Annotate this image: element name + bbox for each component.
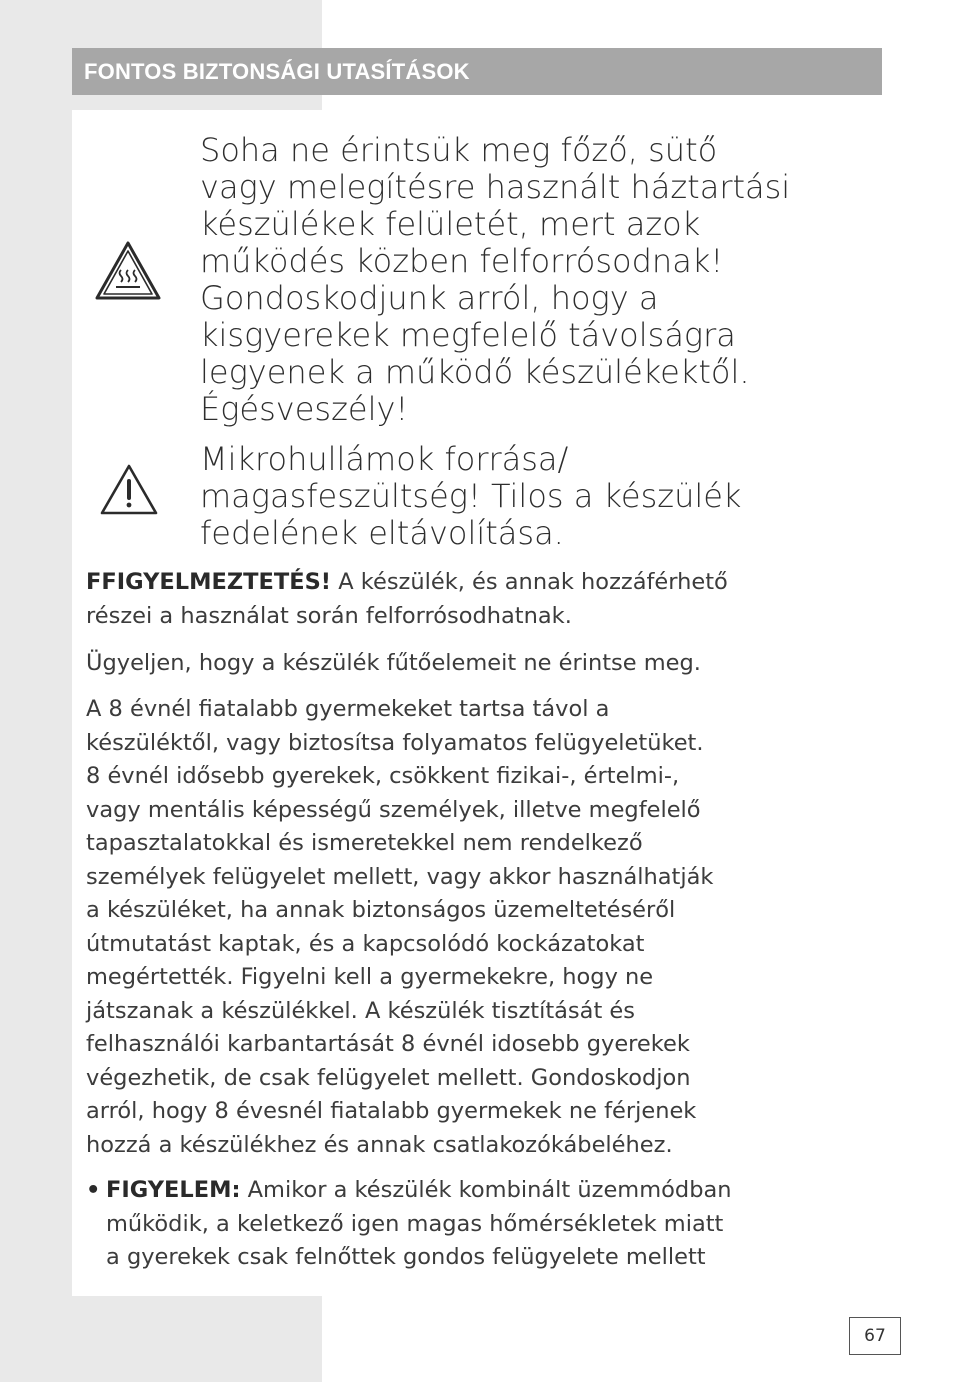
section-title: FONTOS BIZTONSÁGI UTASÍTÁSOK [84,59,470,84]
warning-paragraph-text: A készülék, és annak hozzáférhető részei a használat során felforrósodhatnak. [86,569,728,629]
bullet-text: Amikor a készülék kombinált üzemmódban működik, a keletkező igen magas hőmérsékletek miatt a gyerekek csak felnőttek gondos felügyelete mellett [106,1177,732,1270]
page-number: 67 [849,1317,901,1355]
children-paragraph: A 8 évnél fiatalabb gyermekeket tartsa távol a készüléktől, vagy biztosítsa folyamatos felügyeletüket. 8 évnél idősebb gyerekek, csökkent fizikai-, értelmi-, vagy mentális képességű személyek, illetve megfelelő tapasztalatokkal és ismeretekkel nem rendelkező személyek felügyelet mellett, vagy akkor használhatják a készüléket, ha annak biztonságos üzemeltetéséről útmutatást kaptak, és a kapcsolódó kockázatokat megértették. Figyelni kell a gyermekekre, hogy ne játszanak a készülékkel. A készülék tisztítását és felhasználói karbantartását 8 évnél idosebb gyerekek végezhetik, de csak felügyelet mellett. Gondoskodjon arról, hogy 8 évesnél fiatalabb gyermekek ne férjenek hozzá a készülékhez és annak csatlakozókábeléhez. [86,696,714,1158]
heating-elements-paragraph: Ügyeljen, hogy a készülék fűtőelemeit ne érintse meg. [86,650,701,676]
hot-surface-warning-text: Soha ne érintsük meg főző, sütő vagy melegítésre használt háztartási készülékek felületét, mert azok működés közben felforrósodnak! Gondoskodjunk arról, hogy a kisgyerekek megfelelő távolságra legyenek a működő készülékektől. Égésveszély! [200,131,791,428]
bullet-symbol: • [86,1177,101,1203]
warning-paragraph [86,566,866,633]
hot-surface-icon [94,240,162,302]
bullet-paragraph [106,1174,876,1275]
bullet-label: FIGYELEM: [106,1177,241,1203]
microwave-warning-text: Mikrohullámok forrása/ magasfeszültség! Tilos a készülék fedelének eltávolítása. [200,440,742,552]
exclamation-warning-icon [98,462,160,518]
warning-label: FFIGYELMEZTETÉS! [86,569,332,595]
section-header [72,48,882,95]
